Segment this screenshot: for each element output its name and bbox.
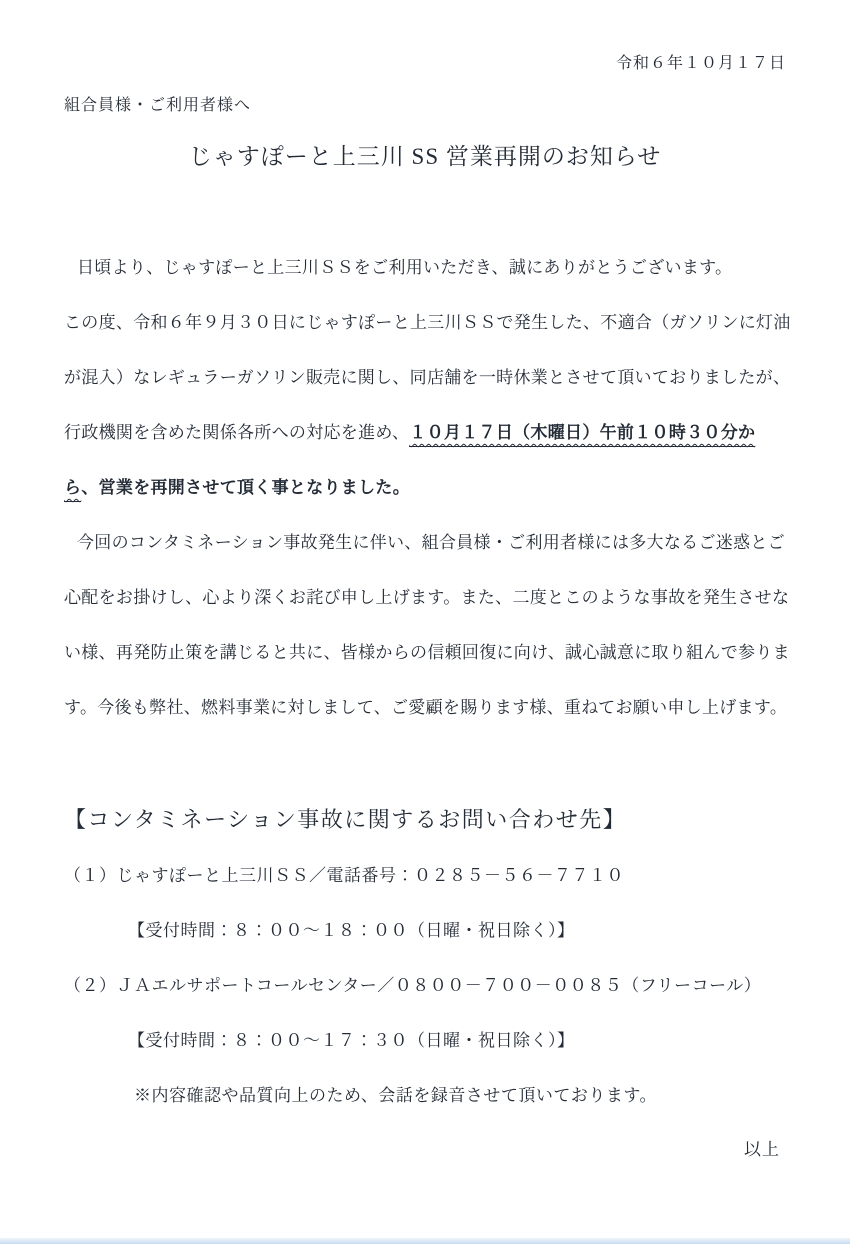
contact-item-1: （１）じゃすぽーと上三川ＳＳ／電話番号：０２８５－５６－７７１０	[64, 866, 624, 885]
reopening-datetime-emphasis-continued: ら	[64, 476, 81, 502]
body-text-block	[64, 240, 791, 735]
paragraph1-line4-normal: 行政機関を含めた関係各所への対応を進め、	[64, 423, 410, 442]
recording-notice: ※内容確認や品質向上のため、会話を録音させて頂いております。	[134, 1086, 657, 1105]
contact-item-2-hours: 【受付時間：８：００～１７：３０（日曜・祝日除く）】	[128, 1031, 575, 1050]
paragraph2-line3: い様、再発防止策を講じると共に、皆様からの信頼回復に向け、誠心誠意に取り組んで参りま	[64, 643, 790, 662]
paragraph1-line5	[64, 460, 788, 515]
contact-section-heading: 【コンタミネーション事故に関するお問い合わせ先】	[64, 807, 627, 832]
contact-item-1-hours: 【受付時間：８：００～１８：００（日曜・祝日除く）】	[128, 921, 575, 940]
paragraph2-line1: 今回のコンタミネーション事故発生に伴い、組合員様・ご利用者様には多大なるご迷惑とご	[77, 533, 785, 552]
paragraph1-line3: が混入）なレギュラーガソリン販売に関し、同店舗を一時休業とさせて頂いておりましたが、	[64, 368, 791, 387]
contact-list	[64, 848, 788, 1123]
document-date: 令和６年１０月１７日	[615, 55, 786, 72]
closing-word: 以上	[744, 1140, 780, 1159]
paragraph2-line2: 心配をお掛けし、心より深くお詫び申し上げます。また、二度とこのような事故を発生させな	[64, 588, 790, 607]
addressee-line: 組合員様・ご利用者様へ	[64, 97, 252, 114]
contact-item-2: （２）ＪＡエルサポートコールセンター／０８００－７００－００８５（フリーコール）	[64, 976, 762, 995]
reopening-datetime-emphasis: １０月１７日（木曜日）午前１０時３０分か	[409, 421, 755, 447]
paragraph1-line2: この度、令和６年９月３０日にじゃすぽーと上三川ＳＳで発生した、不適合（ガソリンに灯油	[64, 313, 791, 332]
paragraph1-line5-bold: 、営業を再開させて頂く事となりました。	[81, 478, 411, 497]
document-title: じゃすぽーと上三川 SS 営業再開のお知らせ	[188, 144, 662, 169]
paragraph1-line4	[64, 405, 788, 460]
paragraph1-line1: 日頃より、じゃすぽーと上三川ＳＳをご利用いただき、誠にありがとうございます。	[77, 258, 733, 277]
paragraph2-line4: す。今後も弊社、燃料事業に対しまして、ご愛顧を賜ります様、重ねてお願い申し上げます。	[64, 698, 788, 717]
page-bottom-edge	[0, 1238, 850, 1244]
